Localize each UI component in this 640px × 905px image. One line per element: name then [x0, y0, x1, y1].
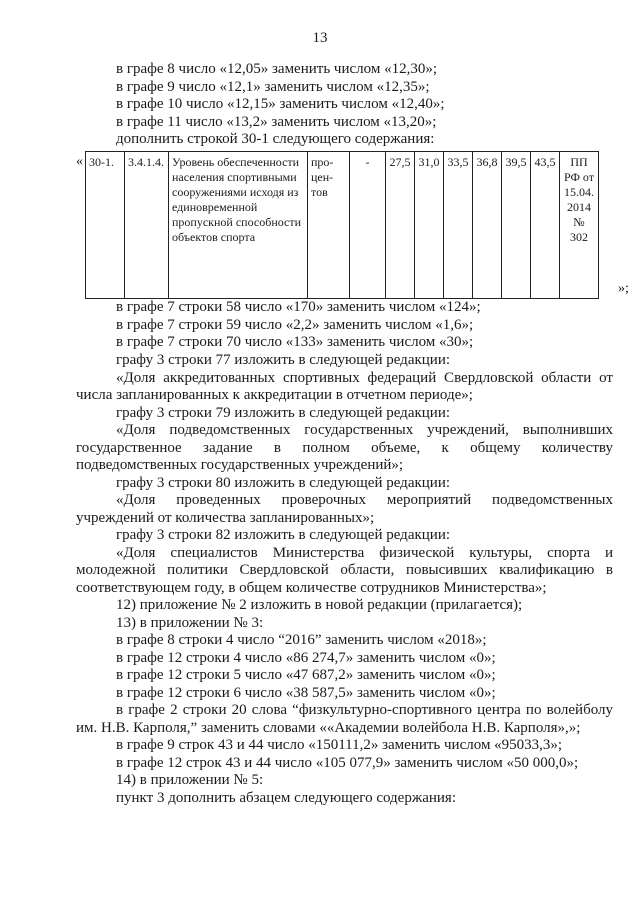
row-number-cell: 30-1. — [86, 152, 125, 299]
text-line: графу 3 строки 80 изложить в следующей редакции: — [116, 475, 451, 491]
row-dash-cell: - — [350, 152, 386, 299]
close-quote: »; — [618, 281, 629, 296]
table-row — [86, 152, 599, 299]
text-line: в графе 12 строки 6 число «38 587,5» заменить числом «0»; — [116, 685, 496, 701]
paragraph-line: им. Н.В. Карполя,” заменить словами ««Академии волейбола Н.В. Карполя»,»; — [76, 720, 581, 736]
open-quote: « — [76, 154, 83, 169]
text-line: пункт 3 дополнить абзацем следующего содержания: — [116, 790, 456, 806]
text-line: в графе 12 строк 43 и 44 число «105 077,9» заменить числом «50 000,0»; — [116, 755, 579, 771]
row-value-cell: 31,0 — [415, 152, 444, 299]
text-line: графу 3 строки 82 изложить в следующей редакции: — [116, 527, 451, 543]
text-line: графу 3 строки 77 изложить в следующей редакции: — [116, 352, 451, 368]
text-line: в графе 7 строки 58 число «170» заменить числом «124»; — [116, 299, 481, 315]
text-line: графу 3 строки 79 изложить в следующей редакции: — [116, 405, 451, 421]
row-value-cell: 27,5 — [386, 152, 415, 299]
text-line: в графе 12 строки 5 число «47 687,2» заменить числом «0»; — [116, 667, 496, 683]
paragraph-line: «Доля подведомственных государственных учреждений, выполнивших — [116, 422, 613, 438]
row-value-cell: 43,5 — [531, 152, 560, 299]
text-line: в графе 9 число «12,1» заменить числом «12,35»; — [116, 79, 430, 95]
row-value-cell: 33,5 — [444, 152, 473, 299]
paragraph-line: учреждений от количества запланированных»; — [76, 510, 375, 526]
paragraph-line: числа запланированных к аккредитации в отчетном периоде»; — [76, 387, 473, 403]
text-line: в графе 9 строк 43 и 44 число «150111,2» заменить числом «95033,3»; — [116, 737, 563, 753]
page-number: 13 — [312, 30, 328, 46]
text-line: дополнить строкой 30-1 следующего содержания: — [116, 131, 435, 147]
inserted-table-row — [85, 151, 599, 299]
paragraph-line: подведомственных государственных учреждений»; — [76, 457, 404, 473]
paragraph-line: соответствующем году, в общем количестве сотрудников Министерства»; — [76, 580, 547, 596]
paragraph-line: «Доля проведенных проверочных мероприятий подведомственных — [116, 492, 613, 508]
row-reference-cell: ПП РФ от 15.04. 2014 № 302 — [560, 152, 599, 299]
text-line: в графе 12 строки 4 число «86 274,7» заменить числом «0»; — [116, 650, 496, 666]
row-name-cell: Уровень обеспеченности населения спортивными сооружениями исходя из единовременной пропускной способности объектов спорта — [169, 152, 308, 299]
text-line: в графе 8 число «12,05» заменить числом «12,30»; — [116, 61, 438, 77]
row-value-cell: 39,5 — [502, 152, 531, 299]
text-line: в графе 10 число «12,15» заменить числом «12,40»; — [116, 96, 445, 112]
row-value-cell: 36,8 — [473, 152, 502, 299]
paragraph-line: «Доля аккредитованных спортивных федераций Свердловской области от — [116, 370, 613, 386]
text-line: 13) в приложении № 3: — [116, 615, 264, 631]
paragraph-line: государственное задание в полном объеме, к общему количеству — [76, 440, 613, 456]
paragraph-line: в графе 2 строки 20 слова “физкультурно-спортивного центра по волейболу — [116, 702, 613, 718]
text-line: в графе 11 число «13,2» заменить числом «13,20»; — [116, 114, 437, 130]
text-line: в графе 7 строки 70 число «133» заменить числом «30»; — [116, 334, 474, 350]
paragraph-line: молодежной политики Свердловской области, повысивших квалификацию в — [76, 562, 613, 578]
text-line: 14) в приложении № 5: — [116, 772, 264, 788]
text-line: в графе 8 строки 4 число “2016” заменить числом «2018»; — [116, 632, 487, 648]
text-line: в графе 7 строки 59 число «2,2» заменить числом «1,6»; — [116, 317, 474, 333]
paragraph-line: «Доля специалистов Министерства физической культуры, спорта и — [116, 545, 613, 561]
row-unit-cell: про-цен-тов — [308, 152, 350, 299]
row-code-cell: 3.4.1.4. — [125, 152, 169, 299]
text-line: 12) приложение № 2 изложить в новой редакции (прилагается); — [116, 597, 523, 613]
